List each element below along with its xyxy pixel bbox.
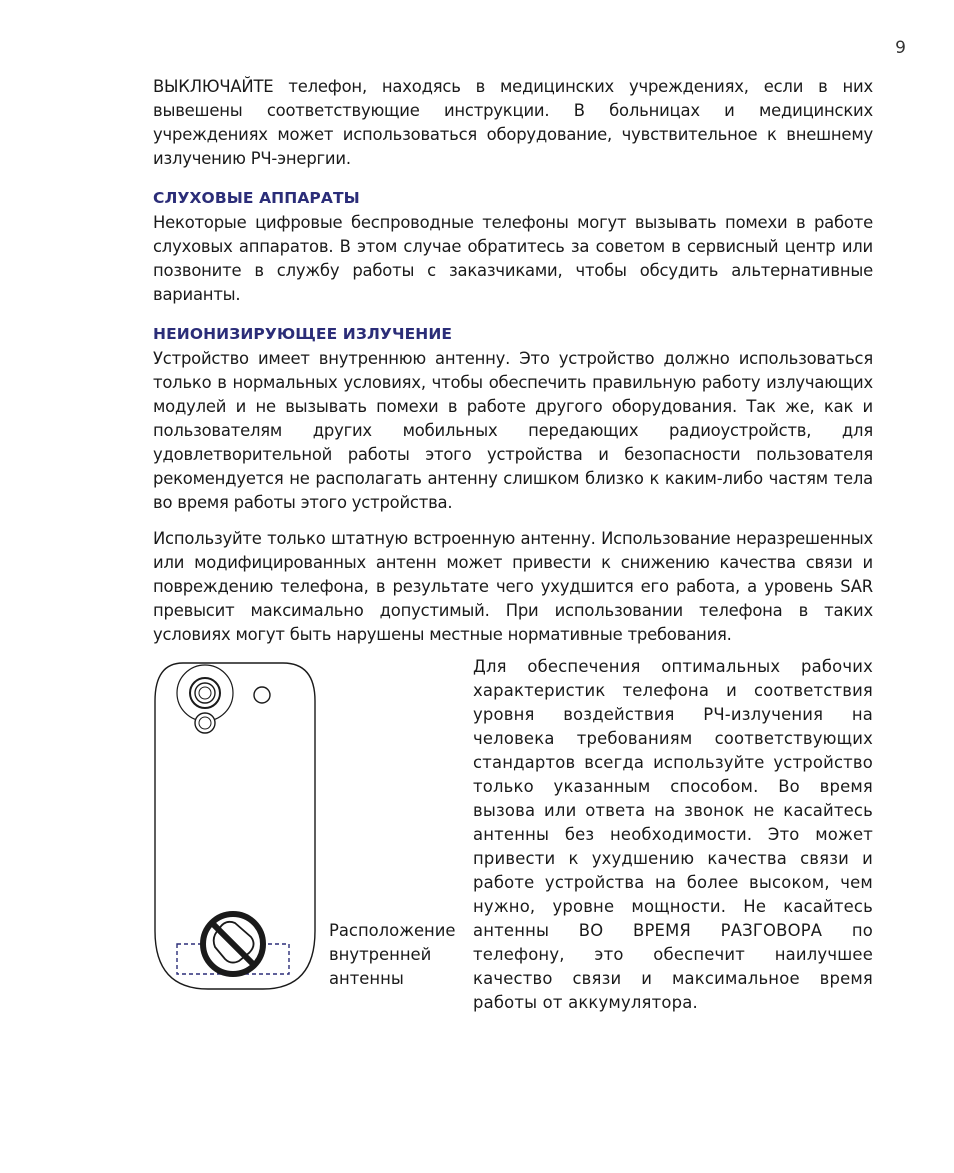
internal-antenna-paragraph: Устройство имеет внутреннюю антенну. Это устройство должно использоваться только в нормальных условиях, чтобы обеспечить правильную работу излучающих модулей и не вызывать помехи в работе другого оборудования. Так же, как и пользователям других мобильных передающих радиоустройств, для удовлетворительной работы этого устройства и безопасности пользователя рекомендуется не располагать антенну слишком близко к каким-либо частям тела во время работы этого устройства. [153,349,873,512]
flash-icon [254,687,270,703]
non-ionizing-radiation-heading: НЕИОНИЗИРУЮЩЕЕ ИЗЛУЧЕНИЕ [153,325,453,343]
hearing-aids-paragraph: Некоторые цифровые беспроводные телефоны могут вызывать помехи в работе слуховых аппаратов. В этом случае обратитесь за советом в сервисный центр или позвоните в службу работы с заказчиками, чтобы обсудить альтернативные варианты. [153,213,873,304]
phone-back-illustration [153,661,323,991]
antenna-usage-paragraph: Для обеспечения оптимальных рабочих характеристик телефона и соответствия уровня воздействия РЧ-излучения на человека требованиям соответствующих стандартов всегда используйте устройство только указанным способом. Во время вызова или ответа на звонок не касайтесь антенны без необходимости. Это может привести к ухудшению качества связи и работе устройства на более высоком, чем нужно, уровне мощности. Не касайтесь антенны ВО ВРЕМЯ РАЗГОВОРА по телефону, это обеспечит наилучшее качество связи и максимальное время работы от аккумулятора. [473,657,873,1012]
page-number: 9 [895,38,906,58]
main-content [153,75,873,659]
hearing-aids-heading: СЛУХОВЫЕ АППАРАТЫ [153,189,360,207]
antenna-figure-block [153,655,873,1012]
medical-warning-paragraph: ВЫКЛЮЧАЙТЕ телефон, находясь в медицинских учреждениях, если в них вывешены соответствующие инструкции. В больницах и медицинских учреждениях может использоваться оборудование, чувствительное к внешнему излучению РЧ-энергии. [153,77,873,168]
camera-icon [177,665,233,733]
antenna-location-caption: Расположение внутренней антенны [329,921,456,988]
no-touch-icon [203,914,263,974]
standard-antenna-paragraph: Используйте только штатную встроенную антенну. Использование неразрешенных или модифицированных антенн может привести к снижению качества связи и повреждению телефона, в результате чего ухудшится его работа, а уровень SAR превысит максимально допустимый. При использовании телефона в таких условиях могут быть нарушены местные нормативные требования. [153,529,873,644]
